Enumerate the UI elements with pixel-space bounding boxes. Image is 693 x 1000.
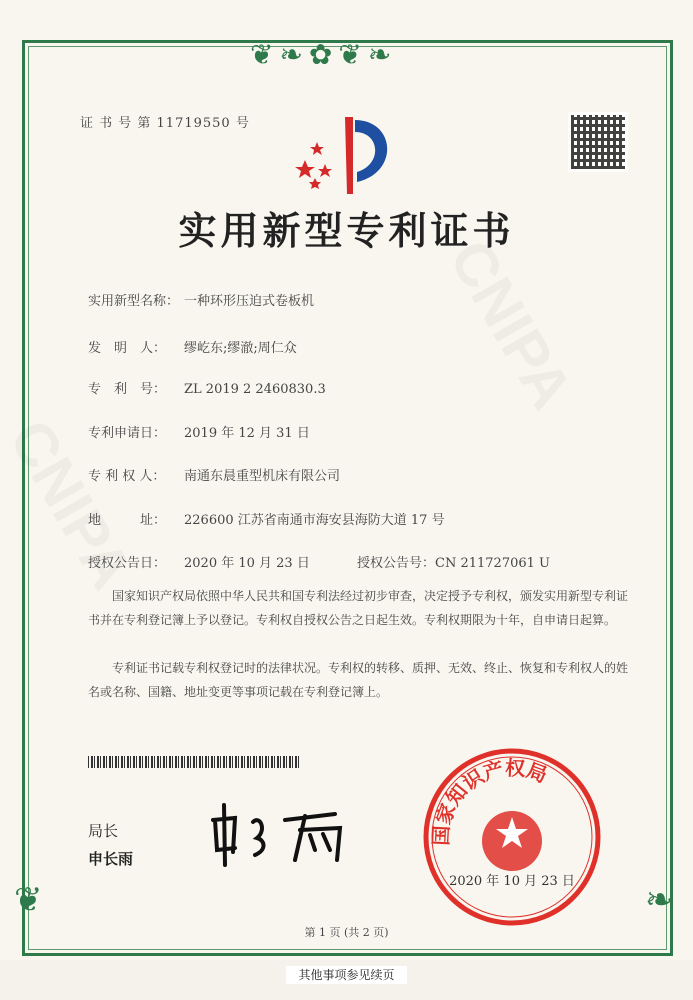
field-application-date: 专利申请日： 2019 年 12 月 31 日 [88, 426, 310, 441]
field-grant-date: 授权公告日： 2020 年 10 月 23 日 [88, 556, 310, 571]
corner-ornament-icon: ❧ [645, 880, 674, 920]
barcode [88, 756, 300, 768]
corner-ornament-icon: ❦ [14, 880, 43, 920]
qr-code [568, 112, 628, 172]
paragraph-grant: 国家知识产权局依照中华人民共和国专利法经过初步审查，决定授予专利权，颁发实用新型专利证书并在专利登记簿上予以登记。专利权自授权公告之日起生效。专利权期限为十年，自申请日起算。 [88, 589, 629, 627]
field-patent-number: 专 利 号： ZL 2019 2 2460830.3 [88, 382, 326, 397]
top-ornament-icon: ❦❧✿❦❧ [250, 38, 398, 71]
field-patentee: 专 利 权 人： 南通东晨重型机床有限公司 [88, 469, 341, 484]
field-announcement-number: 授权公告号：CN 211727061 U [357, 556, 550, 571]
cnipa-logo-icon [295, 112, 405, 197]
field-address: 地 址： 226600 江苏省南通市海安县海防大道 17 号 [88, 513, 445, 528]
seal-text: 国家知识产权局 [428, 755, 551, 847]
certificate-number: 证 书 号 第 11719550 号 [80, 116, 250, 131]
page-title: 实用新型专利证书 [178, 208, 515, 253]
page-number: 第 1 页 (共 2 页) [304, 926, 389, 939]
seal-date: 2020 年 10 月 23 日 [449, 874, 575, 889]
official-seal [420, 745, 605, 930]
field-inventors: 发 明 人： 缪屹东;缪澈;周仁众 [88, 341, 297, 356]
handwritten-signature [205, 800, 355, 870]
field-utility-model-name: 实用新型名称： 一种环形压迫式卷板机 [88, 294, 315, 309]
signatory-name: 申长雨 [88, 850, 134, 868]
paragraph-legal-status: 专利证书记载专利权登记时的法律状况。专利权的转移、质押、无效、终止、恢复和专利权人的姓名或名称、国籍、地址变更等事项记载在专利登记簿上。 [88, 661, 629, 699]
footer-note: 其他事项参见续页 [0, 966, 693, 983]
signatory-role: 局长 [88, 822, 119, 840]
